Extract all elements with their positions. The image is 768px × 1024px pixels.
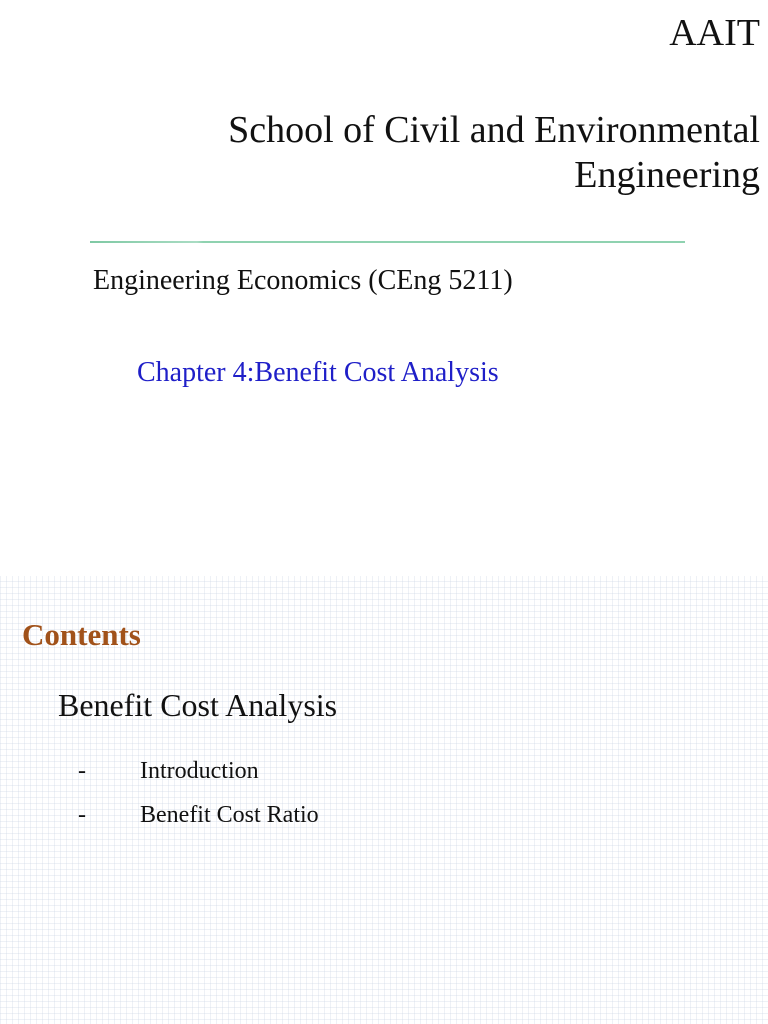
dash-bullet-icon: - [78, 802, 86, 828]
school-name-line-2: Engineering [574, 154, 760, 196]
organization-name: AAIT [669, 12, 760, 54]
school-name [60, 108, 760, 198]
list-item-label: Benefit Cost Ratio [140, 802, 319, 828]
contents-slide [0, 576, 768, 1024]
dash-bullet-icon: - [78, 758, 86, 784]
contents-heading: Contents [22, 617, 141, 652]
section-heading: Benefit Cost Analysis [58, 687, 338, 723]
divider-rule [90, 241, 685, 243]
list-item-label: Introduction [140, 758, 259, 784]
school-name-line-1: School of Civil and Environmental [228, 109, 760, 151]
chapter-title: Chapter 4:Benefit Cost Analysis [137, 357, 499, 388]
course-title: Engineering Economics (CEng 5211) [93, 265, 513, 296]
